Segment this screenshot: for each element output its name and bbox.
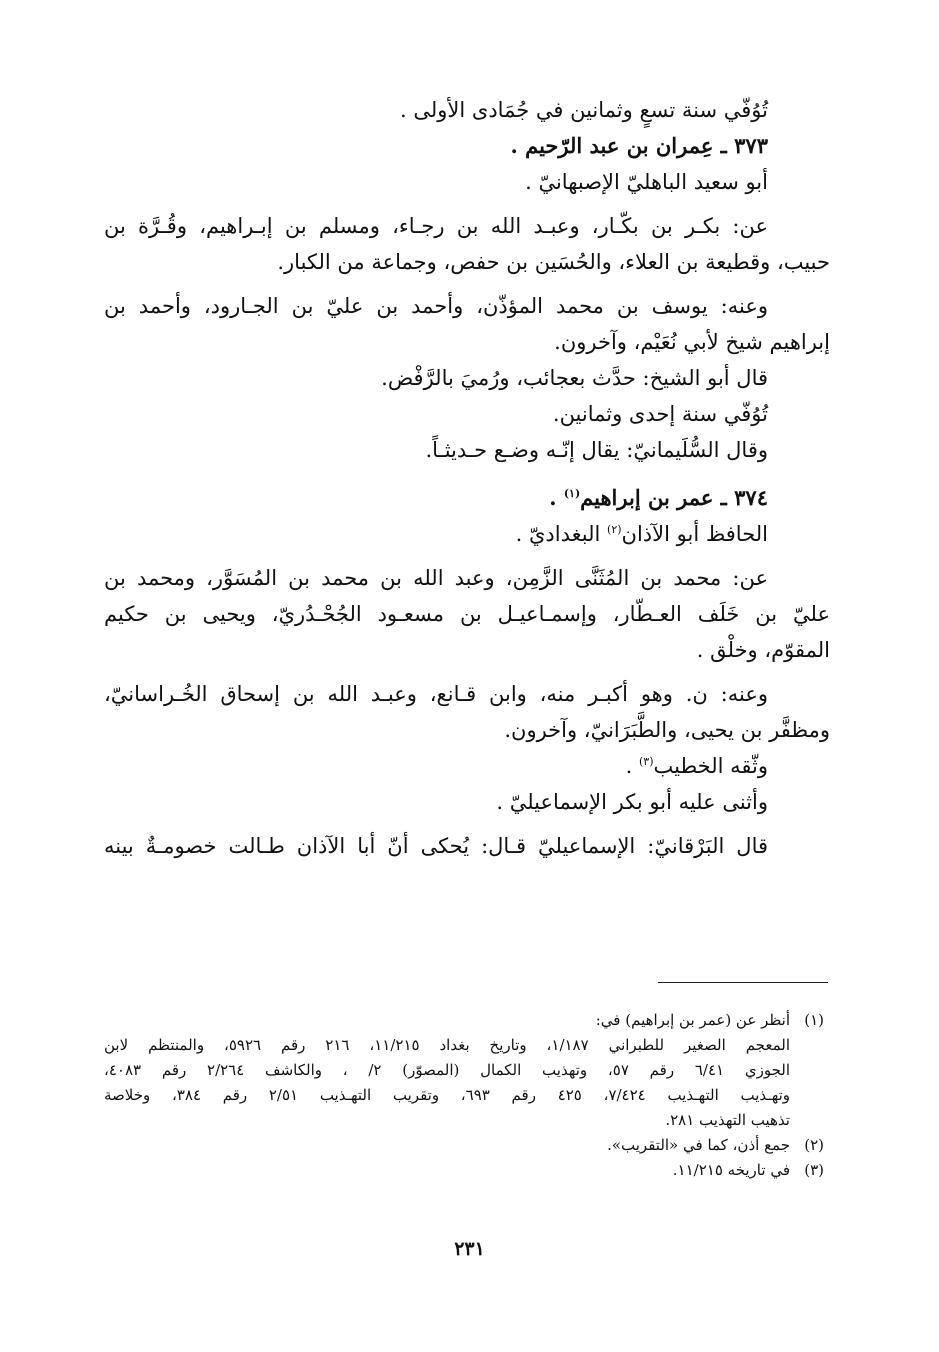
entry-374-khatib-end: . [625,754,639,778]
footnote-2-body [104,1133,790,1158]
entry-374-students-line-2: ومظفَّر بن يحيى، والطَّبَرَانيّ، وآخرون. [504,718,830,742]
footnote-2-line-1: جمع أذن، كما في «التقريب». [607,1136,790,1154]
entry-374-ismaili-praise: وأثنى عليه أبو بكر الإسماعيليّ . [496,790,768,814]
entry-374-students-line-1: وعنه: ن. وهو أكبـر منه، وابن قـانع، وعبـد الله بن إسحاق الخُـراسانيّ، [104,682,768,706]
entry-374-nisba [104,516,830,552]
entry-374-nisba-end: البغداديّ . [515,522,608,546]
entry-373-death: تُوُفّي سنة إحدى وثمانين. [552,402,768,426]
footnote-3-body [104,1158,790,1183]
entry-374-teachers-line-3: المقوّم، وخلْق . [696,638,830,662]
entry-373-heading: ٣٧٣ ـ عِمران بن عبد الرّحيم . [510,133,768,158]
entry-373-nisba: أبو سعيد الباهليّ الإصبهانيّ . [525,170,768,194]
footnote-1-line-1: أنظر عن (عمر بن إبراهيم) في: [595,1011,790,1029]
footnote-ref-1: (١) [563,487,581,500]
footnote-1-line-5: تذهيب التهذيب ٢٨١. [665,1111,790,1129]
entry-373-abu-al-shaykh-quote: قال أبو الشيخ: حدَّث بعجائب، ورُميَ بالرَّفْض. [381,366,768,390]
entry-374-heading-text: ٣٧٤ ـ عمر بن إبراهيم [580,485,768,510]
footnote-2 [104,1133,824,1158]
entry-374-heading-end: . [549,485,564,510]
footnote-3 [104,1158,824,1183]
footnote-2-number: (٢) [804,1136,824,1154]
footnote-1-line-4: وتهـذيب التهـذيب ٧/٤٢٤، ٤٢٥ رقم ٦٩٣، وتقريب التهـذيب ٢/٥١ رقم ٣٨٤، وخلاصة [104,1086,791,1104]
footnote-1-body [104,1008,790,1133]
footnote-1 [104,1008,824,1133]
footnote-ref-3: (٣) [638,755,654,768]
entry-373-teachers-line-1: عن: بكـر بن بكّـار، وعبـد الله بن رجـاء، ومسلم بن إبـراهيم، وقُـرَّة بن [104,214,768,238]
footnote-1-line-2: المعجم الصغير للطبراني ١/١٨٧، وتاريخ بغداد ١١/٢١٥، ٢١٦ رقم ٥٩٢٦، والمنتظم لابن [104,1036,791,1054]
entry-374-teachers-line-1: عن: محمد بن المُثَنَّى الزَّمِن، وعبد الله بن محمد بن المُسَوَّر، ومحمد بن [104,566,768,590]
entry-374-khatib-authentication [104,748,830,784]
footnote-ref-2: (٢) [607,523,622,536]
page-number: ٢٣١ [454,1238,485,1260]
footnote-1-line-3: الجوزي ٦/٤١ رقم ٥٧، وتهذيب الكمال (المصوّر) ٢/ ، والكاشف ٢/٢٦٤ رقم ٤٠٨٣، [104,1061,790,1079]
entry-373-students-line-1: وعنه: يوسف بن محمد المؤذّن، وأحمد بن عليّ بن الجـارود، وأحمد بن [104,294,768,318]
footnote-1-number: (١) [804,1011,824,1029]
entry-374-teachers-line-2: عليّ بن خَلَف العـطّار، وإسمـاعيـل بن مسعـود الجُحْـدُريّ، ويحيى بن حكيم [104,602,830,626]
entry-373-sulaymani-quote: وقال السُّلَيمانيّ: يقال إنّـه وضـع حـديثـاً. [425,438,768,462]
death-line-previous-entry: تُوُفّي سنة تسعٍ وثمانين في جُمَادى الأولى . [400,98,768,122]
entry-374-khatib-text: وثّقه الخطيب [653,754,768,778]
entry-374-heading [104,480,830,516]
entry-374-nisba-text: الحافظ أبو الآذان [621,522,768,546]
footnote-separator [658,982,828,983]
footnote-3-line-1: في تاريخه ١١/٢١٥. [672,1161,790,1179]
entry-374-barqani-quote: قال البَرْقانيّ: الإسماعيليّ قـال: يُحكى أنّ أبا الآذان طـالت خصومـةٌ بينه [104,834,768,858]
main-text [104,92,830,864]
entry-373-teachers-line-2: حبيب، وقطيعة بن العلاء، والحُسَين بن حفص، وجماعة من الكبار. [277,250,830,274]
entry-373-students-line-2: إبراهيم شيخ لأبي نُعَيْم، وآخرون. [554,330,830,354]
footnotes [104,1008,824,1183]
footnote-3-number: (٣) [804,1161,824,1179]
